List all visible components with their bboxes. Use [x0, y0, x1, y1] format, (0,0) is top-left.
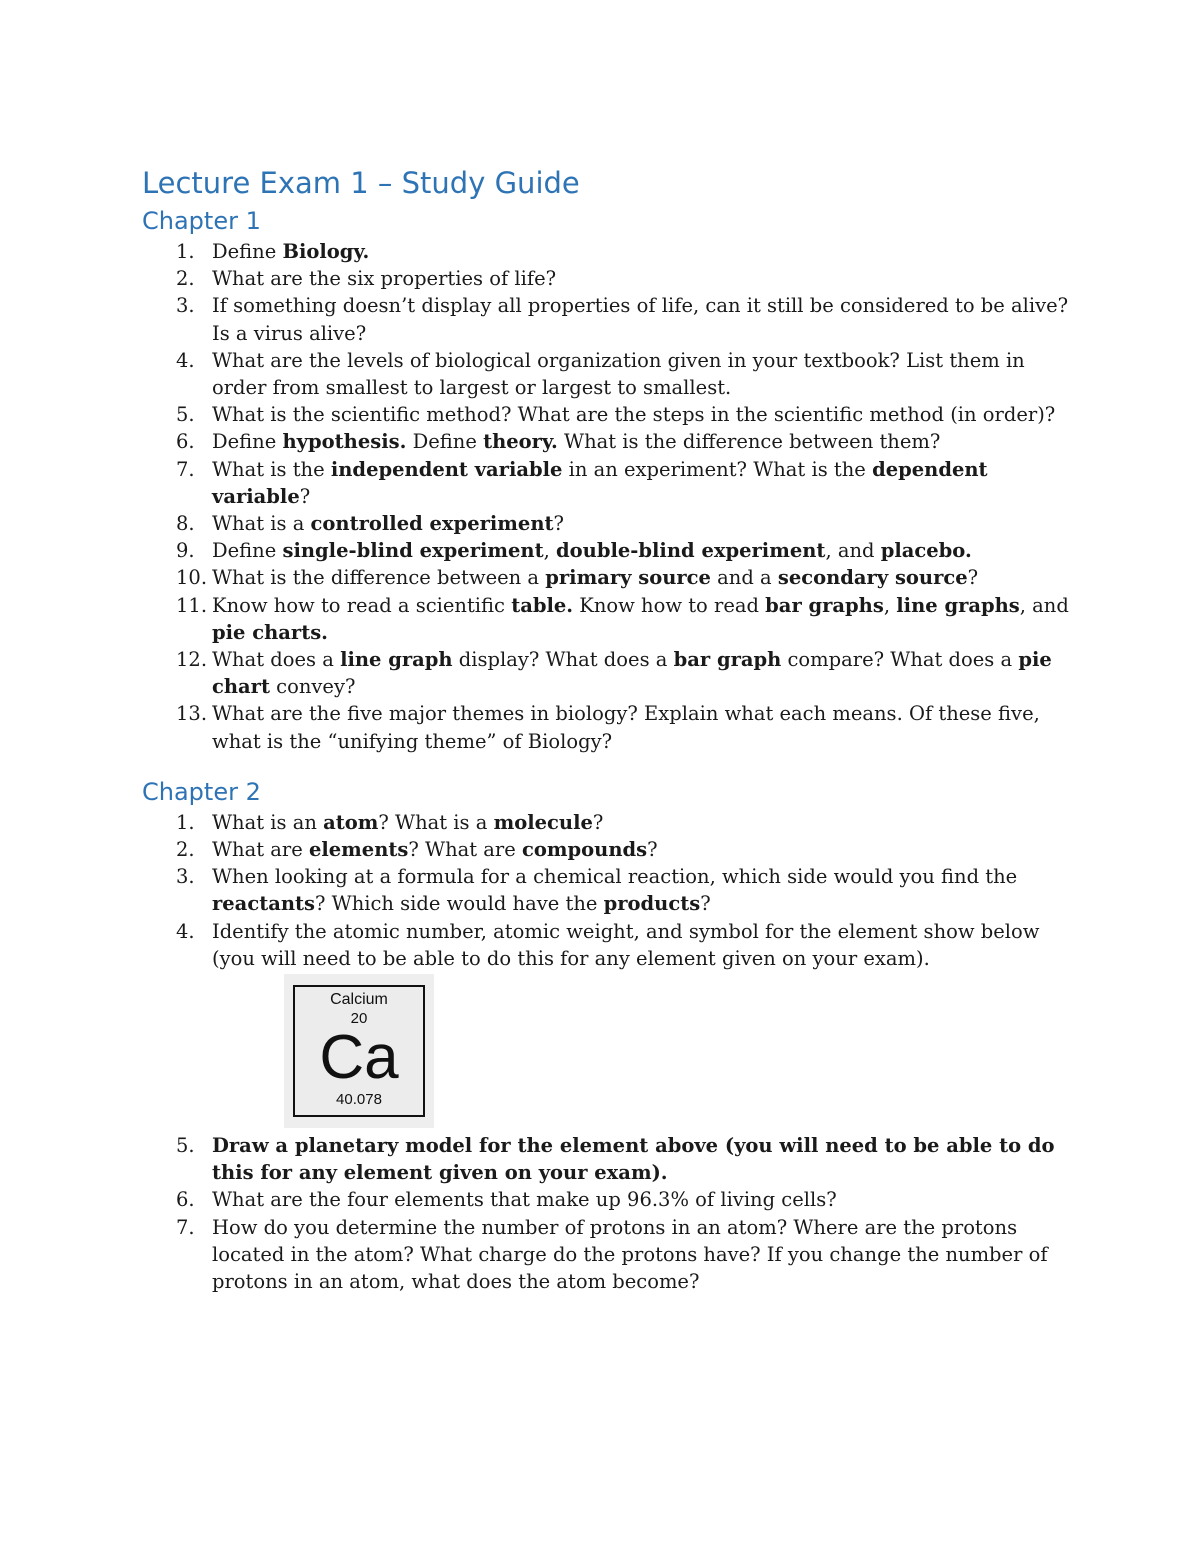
study-guide-content [142, 162, 1072, 1295]
question-number: 1. [176, 810, 195, 834]
question-number: 2. [176, 838, 195, 862]
question-text [212, 1188, 837, 1211]
question-text-fragment: in an experiment? What is the [562, 457, 873, 481]
key-term: molecule [493, 810, 593, 834]
question-number: 4. [176, 348, 195, 372]
section-spacer [142, 755, 1072, 775]
question-text-fragment: What is the difference between a [212, 566, 546, 590]
key-term: double-blind experiment [556, 539, 826, 563]
question-item [142, 918, 1072, 972]
question-text-fragment: ? [700, 892, 711, 916]
question-item [142, 836, 1072, 863]
question-text-fragment: What are the five major themes in biology? Explain what each means. Of these five, what is the “unifying theme” of Biology? [212, 702, 1040, 753]
key-term: Biology. [282, 240, 370, 263]
question-text [212, 458, 988, 508]
key-term: products [603, 892, 701, 916]
question-text-fragment: display? What does a [452, 648, 674, 672]
question-number: 11. [176, 593, 208, 617]
question-text-fragment: Identify the atomic number, atomic weight, and symbol for the element show below (you will need to be able to do this for any element given on your exam). [212, 919, 1040, 970]
question-text-fragment: What is an [212, 810, 324, 834]
question-number: 2. [176, 267, 195, 291]
question-text [212, 566, 978, 589]
key-term: Draw a planetary model for the element above (you will need to be able to do this for any element given on your exam). [212, 1134, 1055, 1185]
question-text-fragment: What is the difference between them? [557, 430, 941, 454]
question-number: 6. [176, 430, 195, 454]
question-text [212, 702, 1040, 752]
question-item [142, 456, 1072, 510]
question-item [142, 510, 1072, 537]
key-term: elements [308, 838, 409, 862]
question-text [212, 430, 940, 453]
question-item [142, 401, 1072, 428]
key-term: line graphs [896, 593, 1020, 617]
key-term: bar graph [673, 648, 782, 672]
key-term: pie chart [212, 648, 1052, 699]
question-text [212, 648, 1052, 698]
question-number: 10. [176, 566, 208, 590]
question-text-fragment: compare? What does a [781, 648, 1019, 672]
question-text-fragment: What is the scientific method? What are the steps in the scientific method (in order)? [212, 403, 1056, 427]
question-text-fragment: , [543, 539, 557, 563]
element-symbol: Ca [319, 1023, 399, 1093]
key-term: bar graphs [765, 593, 884, 617]
question-text [212, 1134, 1055, 1184]
question-text-fragment: , and [1019, 593, 1069, 617]
question-text-fragment: ? What is a [378, 810, 494, 834]
question-item [142, 1214, 1072, 1296]
key-term: dependent variable [212, 457, 988, 508]
question-text [212, 920, 1039, 970]
question-text-fragment: What is a [212, 512, 311, 536]
chapter-2-question-list-continued [142, 1132, 1072, 1295]
question-text-fragment: When looking at a formula for a chemical reaction, which side would you find the [212, 865, 1018, 889]
question-number: 3. [176, 865, 195, 889]
element-tile-image [284, 974, 434, 1128]
question-text-fragment: What are the levels of biological organization given in your textbook? List them in order from smallest to largest or largest to smallest. [212, 348, 1025, 400]
question-text-fragment: convey? [269, 675, 356, 699]
question-text [212, 1216, 1048, 1293]
key-term: table. [511, 593, 574, 617]
question-item [142, 265, 1072, 292]
question-item [142, 347, 1072, 401]
question-text [212, 403, 1055, 426]
question-item [142, 238, 1072, 265]
question-text-fragment: ? [647, 838, 658, 862]
key-term: line graph [340, 648, 453, 672]
question-item [142, 1132, 1072, 1186]
question-number: 4. [176, 919, 195, 943]
key-term: primary source [545, 566, 711, 590]
question-number: 9. [176, 539, 195, 563]
question-number: 12. [176, 648, 208, 672]
question-text [212, 349, 1025, 399]
key-term: pie charts. [212, 620, 328, 644]
question-text [212, 267, 556, 290]
key-term: reactants [212, 892, 315, 916]
question-text-fragment: What are the six properties of life? [212, 267, 557, 291]
question-number: 13. [176, 702, 208, 726]
key-term: placebo. [880, 539, 972, 563]
question-text-fragment: ? [553, 512, 564, 536]
question-text-fragment: ? What are [408, 838, 522, 862]
question-text-fragment: and a [710, 566, 778, 590]
question-text-fragment: , [883, 593, 897, 617]
question-text [212, 811, 603, 834]
atomic-number: 20 [350, 1010, 368, 1028]
chapter-1-question-list [142, 238, 1072, 755]
question-text [212, 240, 369, 263]
question-text [212, 594, 1069, 644]
key-term: single-blind experiment [282, 539, 544, 563]
chapter-2-heading: Chapter 2 [142, 777, 261, 806]
question-text [212, 838, 658, 861]
question-text [212, 539, 972, 562]
key-term: atom [323, 810, 379, 834]
question-number: 7. [176, 1215, 195, 1239]
question-text-fragment: Define [212, 430, 283, 454]
question-item [142, 564, 1072, 591]
key-term: independent variable [330, 457, 563, 481]
question-item [142, 428, 1072, 455]
question-item [142, 1186, 1072, 1213]
question-item [142, 292, 1072, 346]
question-number: 7. [176, 457, 195, 481]
question-item [142, 646, 1072, 700]
question-item [142, 592, 1072, 646]
key-term: controlled experiment [310, 512, 554, 536]
element-name: Calcium [330, 991, 388, 1009]
question-text-fragment: If something doesn’t display all properties of life, can it still be considered to be alive? Is a virus alive? [212, 294, 1069, 345]
question-number: 5. [176, 403, 195, 427]
question-text-fragment: ? [967, 566, 979, 590]
question-text-fragment: What are the four elements that make up 96.3% of living cells? [212, 1188, 837, 1212]
question-text-fragment: What are [212, 838, 309, 862]
question-text-fragment: Define [212, 240, 283, 263]
question-number: 1. [176, 240, 195, 263]
question-number: 8. [176, 512, 195, 536]
question-text-fragment: Know how to read a scientific [212, 593, 512, 617]
chapter-1-heading: Chapter 1 [142, 207, 261, 235]
question-text-fragment: What is the [212, 457, 331, 481]
key-term: theory. [483, 430, 558, 454]
key-term: secondary source [777, 566, 968, 590]
question-item [142, 863, 1072, 917]
periodic-element-tile [293, 985, 425, 1117]
question-text [212, 865, 1017, 915]
question-text-fragment: ? [299, 484, 311, 508]
question-text [212, 512, 564, 535]
key-term: compounds [522, 838, 648, 862]
question-text-fragment: ? [592, 810, 604, 834]
question-item [142, 537, 1072, 564]
question-text-fragment: Know how to read [573, 593, 766, 617]
atomic-weight: 40.078 [336, 1091, 382, 1109]
question-number: 3. [176, 294, 195, 318]
question-item [142, 700, 1072, 754]
chapter-2-question-list [142, 809, 1072, 972]
question-number: 5. [176, 1134, 195, 1158]
question-text-fragment: ? Which side would have the [315, 892, 604, 916]
question-text [212, 294, 1068, 344]
document-title: Lecture Exam 1 – Study Guide [142, 166, 580, 200]
question-text-fragment: How do you determine the number of protons in an atom? Where are the protons located in the atom? What charge do the protons have? If you change the number of protons in an atom, what does the atom become? [212, 1215, 1048, 1294]
question-text-fragment: Define [406, 430, 484, 454]
question-number: 6. [176, 1188, 195, 1212]
question-text-fragment: , and [825, 539, 881, 563]
question-text-fragment: Define [212, 539, 283, 563]
question-text-fragment: What does a [212, 648, 341, 672]
key-term: hypothesis. [282, 430, 407, 454]
question-item [142, 809, 1072, 836]
